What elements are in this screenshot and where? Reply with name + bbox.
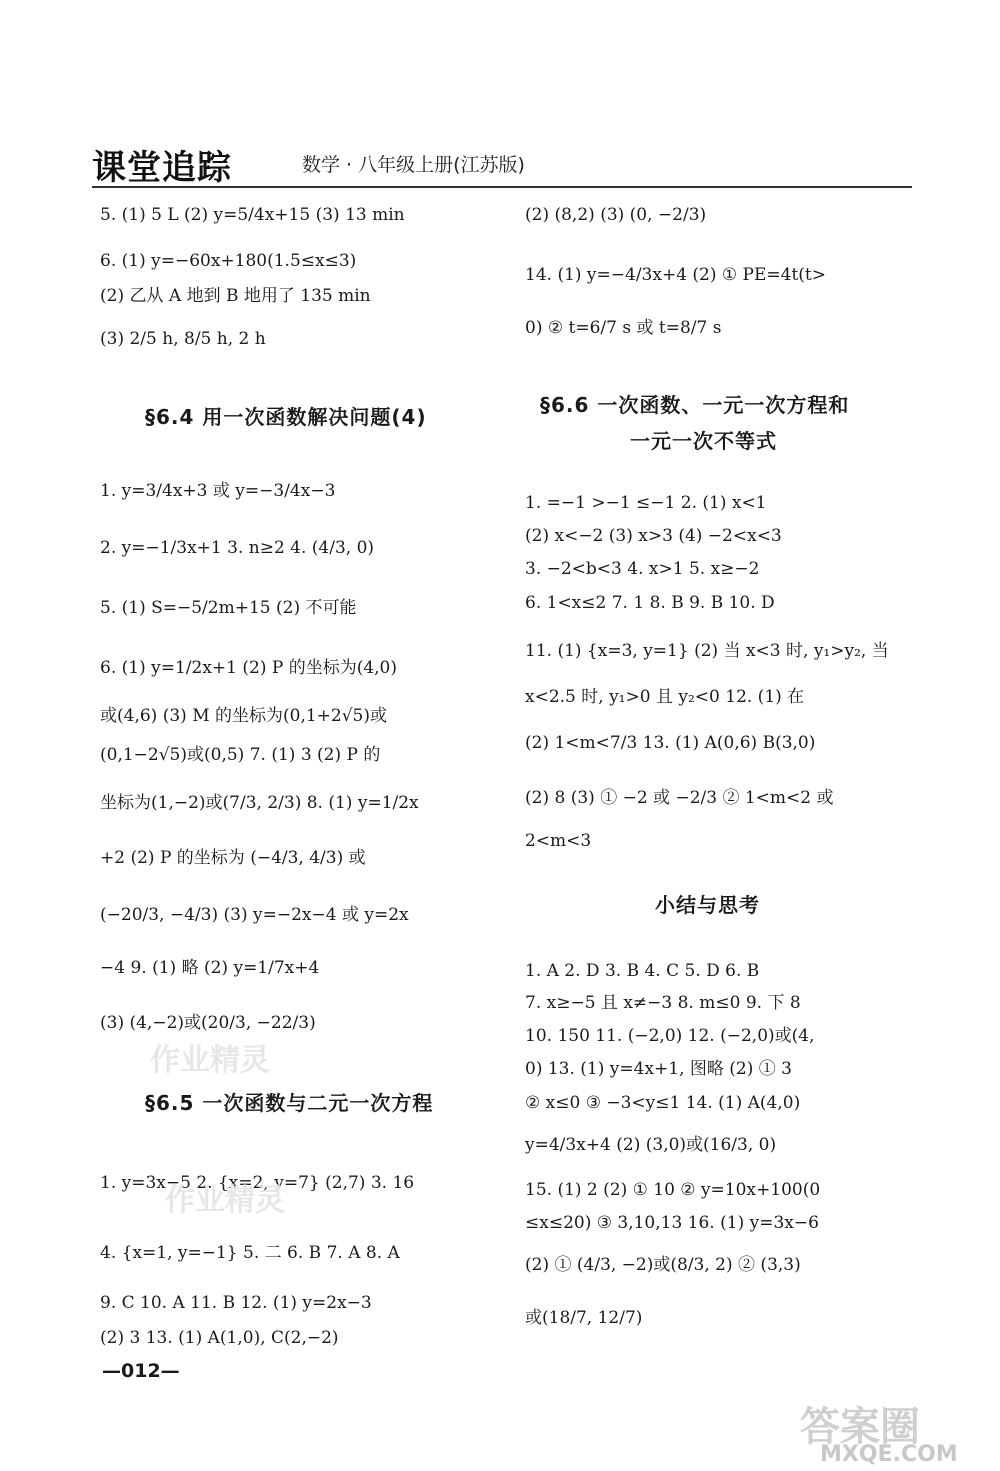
answer-line: 14. (1) y=−4/3x+4 (2) ① PE=4t(t>: [525, 265, 827, 285]
answer-line: 坐标为(1,−2)或(7/3, 2/3) 8. (1) y=1/2x: [100, 793, 419, 813]
watermark-logo: 答案圈: [800, 1404, 920, 1450]
answer-line: 2<m<3: [525, 831, 592, 851]
answer-line: 6. 1<x≤2 7. 1 8. B 9. B 10. D: [525, 593, 775, 613]
section-6-6-title-line1: §6.6 一次函数、一元一次方程和: [540, 393, 850, 417]
answer-line: 1. y=3x−5 2. {x=2, y=7} (2,7) 3. 16: [100, 1173, 415, 1193]
answer-line: (2) (8,2) (3) (0, −2/3): [525, 205, 707, 225]
answer-line: 或(18/7, 12/7): [525, 1308, 643, 1328]
answer-line: (2) 1<m<7/3 13. (1) A(0,6) B(3,0): [525, 733, 816, 753]
answer-line: (0,1−2√5)或(0,5) 7. (1) 3 (2) P 的: [100, 745, 381, 765]
answer-line: 6. (1) y=−60x+180(1.5≤x≤3): [100, 251, 357, 271]
answer-line: 9. C 10. A 11. B 12. (1) y=2x−3: [100, 1293, 372, 1313]
brand-logo-text: 课堂追踪: [92, 148, 232, 188]
page-number: —012—: [102, 1360, 180, 1382]
answer-line: (2) 8 (3) ① −2 或 −2/3 ② 1<m<2 或: [525, 788, 834, 808]
answer-line: 1. =−1 >−1 ≤−1 2. (1) x<1: [525, 493, 767, 513]
answer-line: 10. 150 11. (−2,0) 12. (−2,0)或(4,: [525, 1026, 815, 1046]
answer-line: 5. (1) 5 L (2) y=5/4x+15 (3) 13 min: [100, 205, 405, 225]
summary-title: 小结与思考: [655, 893, 760, 917]
answer-line: 1. A 2. D 3. B 4. C 5. D 6. B: [525, 961, 760, 981]
answer-line: 4. {x=1, y=−1} 5. 二 6. B 7. A 8. A: [100, 1243, 400, 1263]
answer-line: 5. (1) S=−5/2m+15 (2) 不可能: [100, 598, 357, 618]
page-header: [92, 140, 912, 190]
answer-line: 6. (1) y=1/2x+1 (2) P 的坐标为(4,0): [100, 658, 397, 678]
answer-line: (2) x<−2 (3) x>3 (4) −2<x<3: [525, 526, 782, 546]
answer-line: (2) ① (4/3, −2)或(8/3, 2) ② (3,3): [525, 1255, 801, 1275]
watermark-stamp: 作业精灵: [165, 1183, 285, 1218]
answer-line: (3) (4,−2)或(20/3, −22/3): [100, 1013, 316, 1033]
answer-line: ② x≤0 ③ −3<y≤1 14. (1) A(4,0): [525, 1093, 801, 1113]
answer-line: 0) 13. (1) y=4x+1, 图略 (2) ① 3: [525, 1059, 793, 1079]
answer-line: (−20/3, −4/3) (3) y=−2x−4 或 y=2x: [100, 905, 409, 925]
answer-line: 2. y=−1/3x+1 3. n≥2 4. (4/3, 0): [100, 538, 375, 558]
section-6-5-title: §6.5 一次函数与二元一次方程: [145, 1091, 434, 1115]
answer-line: x<2.5 时, y₁>0 且 y₂<0 12. (1) 在: [525, 687, 805, 707]
answer-line: 7. x≥−5 且 x≠−3 8. m≤0 9. 下 8: [525, 993, 801, 1013]
answer-line: ≤x≤20) ③ 3,10,13 16. (1) y=3x−6: [525, 1213, 819, 1233]
answer-line: 或(4,6) (3) M 的坐标为(0,1+2√5)或: [100, 706, 388, 726]
answer-line: 15. (1) 2 (2) ① 10 ② y=10x+100(0: [525, 1180, 821, 1200]
book-subtitle: 数学 · 八年级上册(江苏版): [302, 154, 525, 176]
answer-line: (2) 乙从 A 地到 B 地用了 135 min: [100, 286, 371, 306]
header-rule: [92, 186, 912, 188]
answer-line: 11. (1) {x=3, y=1} (2) 当 x<3 时, y₁>y₂, 当: [525, 641, 889, 661]
section-6-4-title: §6.4 用一次函数解决问题(4): [145, 405, 427, 429]
answer-line: 3. −2<b<3 4. x>1 5. x≥−2: [525, 559, 760, 579]
answer-line: (3) 2/5 h, 8/5 h, 2 h: [100, 329, 266, 349]
answer-line: 0) ② t=6/7 s 或 t=8/7 s: [525, 318, 722, 338]
answer-line: −4 9. (1) 略 (2) y=1/7x+4: [100, 958, 320, 978]
section-6-6-title-line2: 一元一次不等式: [630, 429, 777, 453]
watermark-url: MXQE.COM: [820, 1442, 958, 1467]
answer-line: 1. y=3/4x+3 或 y=−3/4x−3: [100, 481, 336, 501]
answer-line: y=4/3x+4 (2) (3,0)或(16/3, 0): [525, 1135, 777, 1155]
answer-line: (2) 3 13. (1) A(1,0), C(2,−2): [100, 1328, 339, 1348]
watermark-stamp: 作业精灵: [150, 1043, 270, 1078]
answer-line: +2 (2) P 的坐标为 (−4/3, 4/3) 或: [100, 848, 366, 868]
